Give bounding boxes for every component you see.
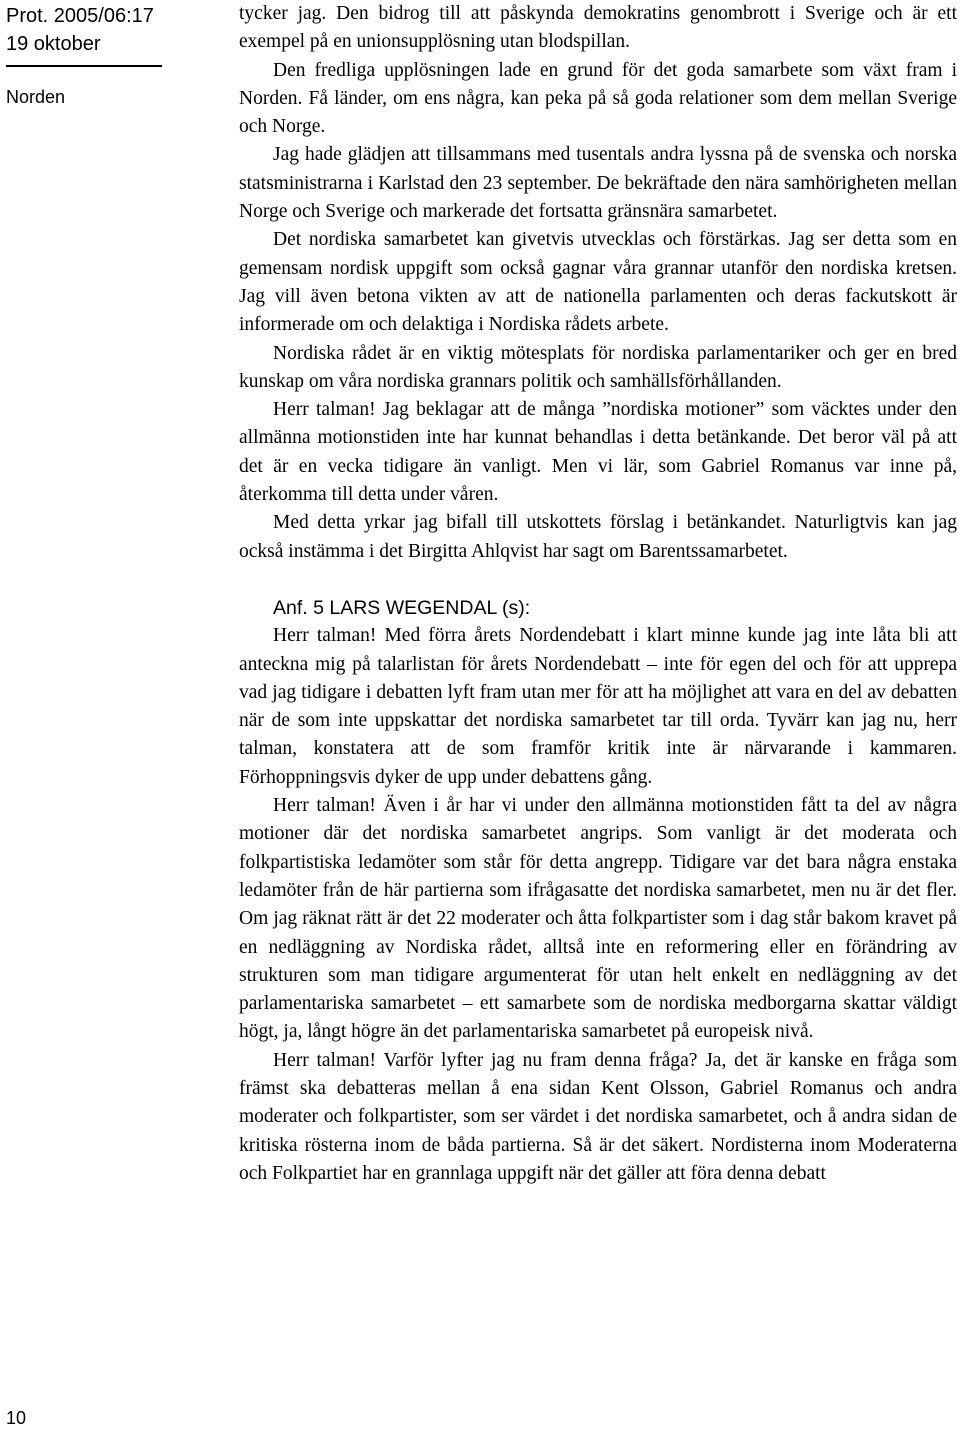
paragraph: Det nordiska samarbetet kan givetvis utvecklas och förstärkas. Jag ser detta som en gemensam nordisk uppgift som också gagnar våra grannar utanför den nordiska kretsen. Jag vill även betona vikten av att de nationella parlamenten och deras fackutskott är informerade om och delaktiga i Nordiska rådets arbete. xyxy=(239,229,957,336)
paragraph: Herr talman! Jag beklagar att de många ”nordiska motioner” som väcktes under den allmänna motionstiden inte har kunnat behandlas i detta betänkande. Det beror väl på att det är en vecka tidigare än vanligt. Men vi lär, som Gabriel Romanus var inne på, återkomma till detta under våren. xyxy=(239,399,957,506)
session-date: 19 oktober xyxy=(6,33,101,55)
margin-divider xyxy=(6,65,162,67)
page-number: 10 xyxy=(6,1408,27,1428)
main-text-column xyxy=(239,0,957,1188)
speech-paragraph: Herr talman! Varför lyfter jag nu fram denna fråga? Ja, det är kanske en fråga som främst ska debatteras mellan å ena sidan Kent Olsson, Gabriel Romanus och andra moderater och folkpartister, som ser värdet i det nordiska samarbetet, och å andra sidan de kritiska rösterna inom de båda partierna. Så är det säkert. Nordisterna inom Moderaterna och Folkpartiet har en grannlaga uppgift när det gäller att föra denna debatt xyxy=(239,1049,957,1184)
margin-column xyxy=(6,0,206,108)
paragraph: Jag hade glädjen att tillsammans med tusentals andra lyssna på de svenska och norska statsministrarna i Karlstad den 23 september. De bekräftade den nära samhörigheten mellan Norge och Sverige och markerade det fortsatta gränsnära samarbetet. xyxy=(239,144,957,223)
speech-paragraph: Herr talman! Även i år har vi under den allmänna motionstiden fått ta del av några motioner där det nordiska samarbetet angrips. Som vanligt är det moderata och folkpartistiska ledamöter som står för detta angrepp. Tidigare var det bara några enstaka ledamöter från de här partierna som ifrågasatte det nordiska samarbetet, men nu är det fler. Om jag räknat rätt är det 22 moderater och åtta folkpartister som i dag står bakom kravet på en nedläggning av Nordiska rådet, alltså inte en reformering eller en förändring av strukturen som man tidigare argumenterat för utan helt enkelt en nedläggning av det parlamentariska samarbetet – ett samarbete som de nordiska medborgarna skattar väldigt högt, ja, långt högre än det parlamentariska samarbetet på europeisk nivå. xyxy=(239,795,957,1043)
paragraph: Med detta yrkar jag bifall till utskottets förslag i betänkandet. Naturligtvis kan jag också instämma i det Birgitta Ahlqvist har sagt om Barentssamarbetet. xyxy=(239,512,957,562)
speaker-heading: Anf. 5 LARS WEGENDAL (s): xyxy=(273,596,531,619)
paragraph: Den fredliga upplösningen lade en grund för det goda samarbete som växt fram i Norden. Få länder, om ens några, kan peka på så goda relationer som dem mellan Sverige och Norge. xyxy=(239,59,957,138)
paragraph: Nordiska rådet är en viktig mötesplats för nordiska parlamentariker och ger en bred kunskap om våra nordiska grannars politik och samhällsförhållanden. xyxy=(239,342,957,392)
protocol-reference: Prot. 2005/06:17 xyxy=(6,5,154,27)
paragraph: tycker jag. Den bidrog till att påskynda demokratins genombrott i Sverige och är ett exempel på en unionsupplösning utan blodspillan. xyxy=(239,3,957,53)
section-label: Norden xyxy=(6,87,66,107)
speech-paragraph: Herr talman! Med förra årets Nordendebatt i klart minne kunde jag inte låta bli att anteckna mig på talarlistan för årets Nordendebatt – inte för egen del och för att upprepa vad jag tidigare i debatten lyft fram utan mer för att ha möjlighet att vara en del av debatten när de som inte uppskattar det nordiska samarbetet tar till orda. Tyvärr kan jag nu, herr talman, konstatera att de som framför kritik inte är närvarande i kammaren. Förhoppningsvis dyker de upp under debattens gång. xyxy=(239,625,957,788)
